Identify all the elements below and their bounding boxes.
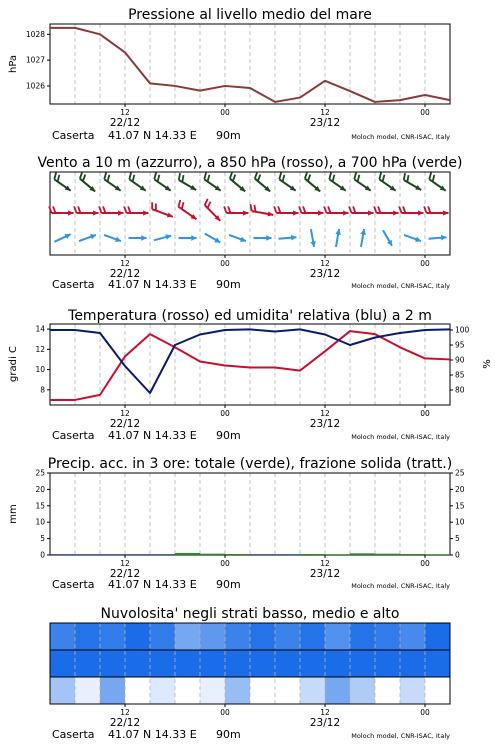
station-name: Caserta bbox=[52, 578, 95, 591]
barb-feather bbox=[324, 206, 326, 213]
y-tick-label: 0 bbox=[40, 550, 45, 560]
y-tick-label: 8 bbox=[40, 385, 45, 395]
barb-feather bbox=[108, 175, 110, 182]
wind-barb-700-hPa bbox=[429, 173, 445, 191]
cloud-title: Nuvolosita' negli strati basso, medio e alto bbox=[100, 606, 400, 622]
wind-barb-10-m bbox=[279, 235, 297, 241]
wind-barb-850-hPa bbox=[152, 202, 173, 217]
cloud-cell-medio bbox=[100, 650, 125, 677]
wind-barb-700-hPa bbox=[54, 173, 70, 191]
barb-feather bbox=[279, 173, 281, 180]
x-day-label: 23/12 bbox=[309, 418, 341, 430]
wind-barb-850-hPa bbox=[178, 200, 196, 219]
wind-barb-850-hPa bbox=[374, 206, 398, 215]
wind-barb-10-m bbox=[254, 235, 272, 241]
precipitation-title: Precip. acc. in 3 ore: totale (verde), frazione solida (tratt.) bbox=[47, 456, 453, 472]
wind-barb-850-hPa bbox=[324, 206, 348, 215]
wind-barb-10-m bbox=[383, 230, 392, 246]
barb-head bbox=[393, 210, 398, 215]
x-tick-label: 12 bbox=[320, 108, 330, 117]
y-tick-label: 5 bbox=[40, 534, 45, 544]
y-tick-label: 14 bbox=[35, 324, 45, 334]
precip-bar bbox=[100, 554, 125, 555]
barb-feather bbox=[104, 173, 106, 180]
temperature-panel bbox=[8, 308, 493, 430]
barb-feather bbox=[208, 202, 211, 208]
barb-feather bbox=[83, 175, 85, 182]
barb-feather bbox=[99, 206, 101, 213]
barb-feather bbox=[250, 204, 251, 211]
x-tick-label: 12 bbox=[120, 559, 130, 568]
precip-bar bbox=[350, 553, 375, 555]
barb-head bbox=[418, 210, 423, 215]
barb-feather bbox=[224, 206, 226, 213]
barb-feather bbox=[158, 175, 160, 182]
wind-barb-850-hPa bbox=[299, 206, 323, 215]
x-day-label: 22/12 bbox=[109, 717, 141, 729]
barb-feather bbox=[80, 172, 82, 179]
wind-title: Vento a 10 m (azzurro), a 850 hPa (rosso), a 700 hPa (verde) bbox=[37, 155, 463, 171]
pressure-y-ticks bbox=[26, 30, 50, 91]
cloud-cell-alto bbox=[400, 623, 425, 650]
precipitation-grid bbox=[75, 473, 425, 555]
x-tick-label: 12 bbox=[120, 708, 130, 717]
model-credit: Moloch model, CNR-ISAC, Italy bbox=[351, 433, 450, 441]
station-elevation: 90m bbox=[216, 129, 241, 142]
cloud-cell-basso bbox=[50, 677, 75, 704]
barb-head bbox=[293, 210, 298, 215]
wind-barb-10-m bbox=[79, 234, 96, 241]
y-tick-label: 0 bbox=[455, 550, 460, 560]
pressure-grid bbox=[75, 24, 425, 104]
x-day-label: 22/12 bbox=[109, 268, 141, 280]
barb-head bbox=[343, 210, 348, 215]
barb-feather bbox=[429, 173, 431, 180]
barb-feather bbox=[129, 173, 131, 180]
precip-bar bbox=[400, 554, 425, 555]
station-elevation: 90m bbox=[216, 278, 241, 291]
cloud-cell-medio bbox=[50, 650, 75, 677]
precip-bar bbox=[425, 554, 450, 555]
precipitation-x-ticks bbox=[110, 555, 430, 580]
barb-feather bbox=[333, 175, 335, 182]
barb-head bbox=[68, 210, 73, 215]
x-day-label: 23/12 bbox=[309, 568, 341, 580]
cloud-cell-medio bbox=[200, 650, 225, 677]
precipitation-y-label: mm bbox=[8, 504, 19, 524]
station-elevation: 90m bbox=[216, 728, 241, 741]
barb-feather bbox=[258, 175, 260, 182]
cloud-cell-basso bbox=[275, 677, 300, 704]
model-credit: Moloch model, CNR-ISAC, Italy bbox=[351, 732, 450, 740]
pressure-panel bbox=[8, 7, 450, 129]
x-tick-label: 00 bbox=[420, 559, 430, 568]
barb-feather bbox=[283, 175, 285, 182]
barb-feather bbox=[308, 175, 310, 182]
x-tick-label: 12 bbox=[120, 409, 130, 418]
y-tick-label: 10 bbox=[455, 517, 465, 527]
wind-barb-10-m bbox=[335, 229, 341, 247]
wind-barb-700-hPa bbox=[255, 172, 270, 191]
station-name: Caserta bbox=[52, 429, 95, 442]
x-tick-label: 12 bbox=[320, 559, 330, 568]
barb-feather bbox=[254, 205, 255, 212]
wind-barb-10-m bbox=[129, 235, 147, 241]
wind-barb-850-hPa bbox=[99, 206, 123, 215]
cloud-cell-medio bbox=[350, 650, 375, 677]
barb-head bbox=[291, 235, 296, 241]
barb-head bbox=[318, 210, 323, 215]
cloud-cell-medio bbox=[300, 650, 325, 677]
temperature-y-label: gradi C bbox=[8, 346, 19, 382]
x-day-label: 23/12 bbox=[309, 117, 341, 129]
cloud-cell-basso bbox=[150, 677, 175, 704]
station-name: Caserta bbox=[52, 728, 95, 741]
y-tick-label: 25 bbox=[35, 468, 45, 478]
y-tick-label: 20 bbox=[455, 484, 465, 494]
footer-3 bbox=[52, 429, 450, 442]
barb-feather bbox=[205, 199, 208, 205]
precip-bar bbox=[225, 554, 250, 555]
temperature-title: Temperatura (rosso) ed umidita' relativa (blu) a 2 m bbox=[68, 308, 432, 324]
pressure-title: Pressione al livello medio del mare bbox=[128, 7, 372, 23]
y-tick-label: 95 bbox=[455, 340, 465, 350]
wind-barb-700-hPa bbox=[154, 173, 170, 191]
wind-barb-10-m bbox=[360, 229, 366, 247]
wind-barb-10-m bbox=[229, 235, 246, 242]
wind-barb-700-hPa bbox=[354, 173, 370, 191]
cloud-cell-alto bbox=[200, 623, 225, 650]
x-tick-label: 00 bbox=[220, 559, 230, 568]
barb-feather bbox=[274, 206, 276, 213]
cloud-cells bbox=[50, 623, 450, 704]
cloud-cell-basso bbox=[325, 677, 350, 704]
x-day-label: 22/12 bbox=[109, 418, 141, 430]
precip-bar bbox=[125, 554, 150, 555]
barb-head bbox=[441, 235, 446, 241]
cloud-cell-alto bbox=[275, 623, 300, 650]
precip-bar bbox=[150, 554, 175, 555]
cloud-cell-medio bbox=[125, 650, 150, 677]
y-tick-label: 85 bbox=[455, 370, 465, 380]
wind-x-ticks bbox=[110, 255, 430, 280]
precipitation-plot-frame bbox=[50, 473, 450, 555]
barb-feather bbox=[178, 200, 180, 207]
temperature-grid bbox=[75, 324, 425, 405]
barb-head bbox=[93, 210, 98, 215]
cloud-cell-alto bbox=[150, 623, 175, 650]
station-coords: 41.07 N 14.33 E bbox=[108, 129, 197, 142]
y-tick-label: 15 bbox=[455, 501, 465, 511]
wind-barb-850-hPa bbox=[349, 206, 373, 215]
x-tick-label: 00 bbox=[420, 108, 430, 117]
cloud-cell-alto bbox=[375, 623, 400, 650]
y-tick-label: 10 bbox=[35, 517, 45, 527]
wind-barb-700-hPa bbox=[129, 173, 145, 191]
barb-feather bbox=[305, 172, 307, 179]
temperature-plot-frame bbox=[50, 324, 450, 405]
barb-head bbox=[191, 235, 196, 241]
cloud-cell-alto bbox=[75, 623, 100, 650]
pressure-x-ticks bbox=[110, 104, 430, 129]
cloud-cell-alto bbox=[325, 623, 350, 650]
wind-barb-700-hPa bbox=[104, 173, 120, 191]
cloud-cell-alto bbox=[50, 623, 75, 650]
barb-feather bbox=[374, 206, 376, 213]
cloud-cell-alto bbox=[125, 623, 150, 650]
model-credit: Moloch model, CNR-ISAC, Italy bbox=[351, 133, 450, 141]
temperature-x-ticks bbox=[110, 405, 430, 430]
wind-barb-10-m bbox=[404, 235, 421, 242]
wind-barb-850-hPa bbox=[124, 206, 148, 215]
cloud-x-ticks bbox=[110, 704, 430, 729]
wind-barb-850-hPa bbox=[250, 204, 273, 216]
x-tick-label: 00 bbox=[420, 708, 430, 717]
x-tick-label: 12 bbox=[320, 708, 330, 717]
wind-panel bbox=[37, 155, 462, 280]
wind-barb-700-hPa bbox=[379, 173, 395, 191]
wind-barb-850-hPa bbox=[424, 206, 448, 215]
x-tick-label: 00 bbox=[220, 108, 230, 117]
precip-bar bbox=[325, 554, 350, 555]
y-tick-label: 80 bbox=[455, 385, 465, 395]
cloud-cell-basso bbox=[75, 677, 100, 704]
wind-barb-10-m bbox=[429, 235, 447, 241]
barb-feather bbox=[424, 206, 426, 213]
precipitation-panel bbox=[8, 456, 465, 580]
precip-bar bbox=[275, 554, 300, 555]
wind-barbs bbox=[49, 172, 448, 247]
cloud-cell-basso bbox=[100, 677, 125, 704]
precip-bar bbox=[50, 554, 75, 555]
station-coords: 41.07 N 14.33 E bbox=[108, 728, 197, 741]
x-day-label: 23/12 bbox=[309, 268, 341, 280]
x-day-label: 22/12 bbox=[109, 117, 141, 129]
cloud-cell-basso bbox=[125, 677, 150, 704]
barb-feather bbox=[204, 173, 206, 180]
barb-feather bbox=[179, 173, 180, 180]
wind-barb-850-hPa bbox=[399, 206, 423, 215]
wind-barb-700-hPa bbox=[305, 172, 320, 191]
precip-bar bbox=[200, 554, 225, 555]
cloud-panel bbox=[50, 606, 450, 729]
x-tick-label: 00 bbox=[220, 409, 230, 418]
y-tick-label: 25 bbox=[455, 468, 465, 478]
wind-barb-700-hPa bbox=[230, 172, 245, 191]
station-coords: 41.07 N 14.33 E bbox=[108, 429, 197, 442]
barb-feather bbox=[329, 173, 331, 180]
wind-barb-850-hPa bbox=[274, 206, 298, 215]
barb-feather bbox=[349, 206, 351, 213]
y-tick-label: 100 bbox=[455, 325, 470, 335]
cloud-cell-alto bbox=[100, 623, 125, 650]
cloud-cell-medio bbox=[250, 650, 275, 677]
cloud-cell-alto bbox=[350, 623, 375, 650]
model-credit: Moloch model, CNR-ISAC, Italy bbox=[351, 282, 450, 290]
precip-bar bbox=[250, 554, 275, 555]
x-day-label: 23/12 bbox=[309, 717, 341, 729]
barb-feather bbox=[433, 175, 435, 182]
cloud-cell-basso bbox=[200, 677, 225, 704]
wind-barb-850-hPa bbox=[74, 206, 98, 215]
barb-feather bbox=[208, 175, 210, 182]
barb-feather bbox=[133, 175, 135, 182]
cloud-cell-medio bbox=[400, 650, 425, 677]
y-tick-label: 1028 bbox=[25, 29, 45, 39]
x-tick-label: 00 bbox=[220, 708, 230, 717]
cloud-cell-medio bbox=[325, 650, 350, 677]
barb-feather bbox=[54, 173, 56, 180]
pressure-plot-frame bbox=[50, 24, 450, 104]
barb-head bbox=[143, 210, 148, 215]
y-tick-label: 15 bbox=[35, 501, 45, 511]
barb-feather bbox=[399, 206, 401, 213]
humidity-y-label: % bbox=[482, 359, 493, 369]
wind-barb-700-hPa bbox=[279, 173, 295, 191]
x-tick-label: 12 bbox=[120, 259, 130, 268]
y-tick-label: 1026 bbox=[25, 81, 45, 91]
footer-5 bbox=[52, 728, 450, 741]
wind-barb-10-m bbox=[205, 234, 221, 243]
cloud-cell-basso bbox=[400, 677, 425, 704]
x-tick-label: 00 bbox=[420, 409, 430, 418]
y-tick-label: 5 bbox=[455, 534, 460, 544]
barb-feather bbox=[182, 202, 184, 209]
x-tick-label: 12 bbox=[120, 108, 130, 117]
cloud-cell-alto bbox=[425, 623, 450, 650]
wind-barb-10-m bbox=[54, 234, 70, 242]
barb-head bbox=[443, 210, 448, 215]
wind-barb-10-m bbox=[154, 234, 171, 240]
y-tick-label: 20 bbox=[35, 484, 45, 494]
precip-bar bbox=[375, 554, 400, 555]
y-tick-label: 10 bbox=[35, 365, 45, 375]
barb-feather bbox=[124, 206, 126, 213]
wind-barb-10-m bbox=[310, 229, 316, 247]
cloud-cell-basso bbox=[425, 677, 450, 704]
wind-barb-700-hPa bbox=[80, 172, 95, 191]
pressure-y-label: hPa bbox=[8, 54, 19, 74]
y-tick-label: 1027 bbox=[25, 55, 45, 65]
wind-barb-700-hPa bbox=[204, 173, 220, 191]
barb-feather bbox=[49, 206, 51, 213]
cloud-cell-medio bbox=[375, 650, 400, 677]
y-tick-label: 90 bbox=[455, 355, 465, 365]
cloud-cell-alto bbox=[225, 623, 250, 650]
barb-feather bbox=[154, 173, 156, 180]
barb-head bbox=[266, 235, 271, 241]
footer-4 bbox=[52, 578, 450, 591]
barb-head bbox=[141, 235, 146, 241]
x-tick-label: 00 bbox=[220, 259, 230, 268]
wind-barb-10-m bbox=[179, 235, 197, 241]
cloud-cell-medio bbox=[75, 650, 100, 677]
station-coords: 41.07 N 14.33 E bbox=[108, 578, 197, 591]
cloud-cell-alto bbox=[175, 623, 200, 650]
station-name: Caserta bbox=[52, 129, 95, 142]
cloud-cell-basso bbox=[375, 677, 400, 704]
barb-feather bbox=[407, 175, 408, 182]
wind-barb-700-hPa bbox=[404, 173, 421, 190]
cloud-cell-basso bbox=[300, 677, 325, 704]
wind-barb-10-m bbox=[104, 235, 121, 242]
station-elevation: 90m bbox=[216, 429, 241, 442]
barb-feather bbox=[230, 172, 232, 179]
x-tick-label: 00 bbox=[420, 259, 430, 268]
x-tick-label: 12 bbox=[320, 409, 330, 418]
station-name: Caserta bbox=[52, 278, 95, 291]
cloud-cell-medio bbox=[275, 650, 300, 677]
cloud-cell-basso bbox=[250, 677, 275, 704]
model-credit: Moloch model, CNR-ISAC, Italy bbox=[351, 582, 450, 590]
footer-2 bbox=[52, 278, 450, 291]
barb-feather bbox=[233, 175, 235, 182]
barb-feather bbox=[354, 173, 356, 180]
barb-head bbox=[368, 210, 373, 215]
barb-feather bbox=[383, 175, 385, 182]
station-elevation: 90m bbox=[216, 578, 241, 591]
precip-bar bbox=[175, 553, 200, 555]
barb-head bbox=[118, 210, 123, 215]
wind-barb-700-hPa bbox=[329, 173, 345, 191]
wind-barb-850-hPa bbox=[49, 206, 73, 215]
barb-head bbox=[243, 210, 248, 215]
barb-feather bbox=[74, 206, 76, 213]
cloud-cell-medio bbox=[425, 650, 450, 677]
cloud-cell-medio bbox=[150, 650, 175, 677]
wind-barb-850-hPa bbox=[224, 206, 248, 215]
x-tick-label: 12 bbox=[320, 259, 330, 268]
x-day-label: 22/12 bbox=[109, 568, 141, 580]
wind-barb-700-hPa bbox=[179, 173, 196, 190]
cloud-cell-medio bbox=[175, 650, 200, 677]
barb-feather bbox=[379, 173, 381, 180]
cloud-cell-basso bbox=[175, 677, 200, 704]
barb-head bbox=[167, 212, 173, 217]
barb-feather bbox=[358, 175, 360, 182]
station-coords: 41.07 N 14.33 E bbox=[108, 278, 197, 291]
footer-1 bbox=[52, 129, 450, 142]
cloud-cell-alto bbox=[250, 623, 275, 650]
barb-feather bbox=[58, 175, 60, 182]
y-tick-label: 12 bbox=[35, 344, 45, 354]
precip-bar bbox=[300, 554, 325, 555]
cloud-cell-basso bbox=[350, 677, 375, 704]
barb-feather bbox=[182, 175, 183, 182]
cloud-cell-basso bbox=[225, 677, 250, 704]
precip-bar bbox=[75, 554, 100, 555]
wind-barb-850-hPa bbox=[205, 199, 221, 221]
barb-feather bbox=[299, 206, 301, 213]
barb-feather bbox=[404, 173, 405, 180]
barb-feather bbox=[255, 172, 257, 179]
cloud-cell-medio bbox=[225, 650, 250, 677]
cloud-cell-alto bbox=[300, 623, 325, 650]
